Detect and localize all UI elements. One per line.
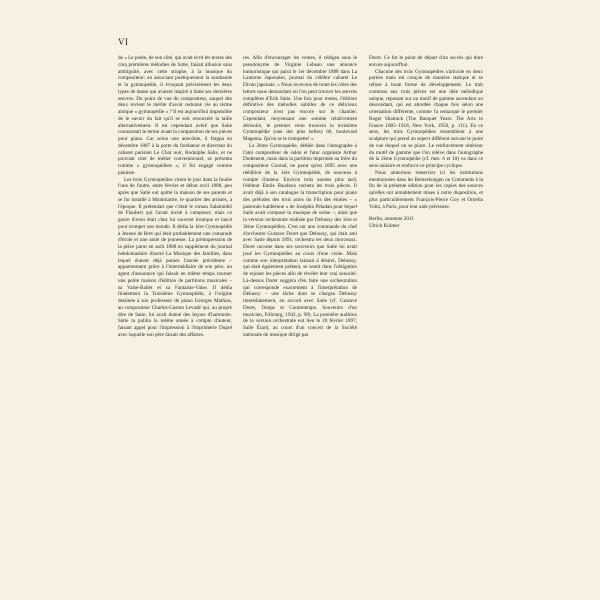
page-number: VI — [118, 37, 129, 47]
paragraph: Chacune des trois Gymnopédies s'articule en deux parties mais est conçue de manière statique et se refuse à toute forme de développement. Le trait commun aux trois pièces est une idée mélodique unique, reposant sur un motif de gamme ascendant ou descendant, qui est abordée chaque fois selon une orientation différente, comme l'a remarqué le premier Roger Shattuck (The Banquet Years: The Arts in France 1885–1918, New York, 1958, p. 111). En ce sens, les trois Gymnopédies ressemblent à une sculpture qui prend un aspect différent suivant le point de vue duquel on se place. Le renforcement ultérieur du motif de gamme que l'on relève dans l'autographe de la 2ème Gymnopédie (cf. mes. 6 et 10) va dans ce sens unitaire et renforce ce principe cyclique. — [369, 68, 483, 169]
paragraph: Les trois Gymnopédies virent le jour dans la foulée l'une de l'autre, entre février et début avril 1888, peu après que Satie eut quitté la maison de ses parents et se fut installé à Montmartre, le quartier des artistes, à l'époque. Il prétendait que c'était le roman Salammbô de Flaubert qui l'avait incité à composer; mais ce genre d'aveu était chez lui souvent ironique et lancé pour tromper son monde. Il dédia la 1ère Gymnopédie à Jeanne de Bret qui était probablement une camarade d'école et une amie de jeunesse. La préimpression de la pièce parut en août 1888 en supplément du journal hebdomadaire illustré La Musique des familles, dans lequel étaient déjà parues l'année précédente – apparemment grâce à l'intermédiaire de son père, un agent d'assurance qui faisait en même temps tourner une petite maison d'édition de partitions musicales – sa Valse-Ballet et sa Fantaisie-Valse. Il dédia finalement la Troisième Gymnopédie, à l'origine destinée à son professeur de piano Georges Mathias, au compositeur Charles-Gaston Levadé qui, au propre dire de Satie, lui avait donné des leçons d'harmonie. Satie la publia la même année à compte d'auteur, faisant appel pour l'impression à l'imprimerie Dupré avec laquelle son père faisait des affaires. — [118, 176, 232, 338]
paragraph: Doret. Ce fut le point de départ d'un succès qui dure encore aujourd'hui. — [369, 55, 483, 68]
text-column-1 — [118, 55, 232, 339]
paragraph: La 2ème Gymnopédie, dédiée dans l'autographe à l'ami compositeur de salon et futur organiste Arthur Dodement, mais dans la partition imprimée au frère du compositeur Conrad, ne parut qu'en 1895 avec une réédition de la 1ère Gymnopédie, de nouveau à compte d'auteur. Environ trois années plus tard, l'éditeur Émile Baudoux racheta les trois pièces. Il avait déjà à son catalogue la transcription pour piano des préludes des trois actes du Fils des étoiles – « pastorale kaldéenne » de Joséphin Péladan pour lequel Satie avait composé la musique de scène –, ainsi que la version orchestrale réalisée par Debussy des 1ère et 3ème Gymnopédies. C'est sur une commande du chef d'orchestre Gustave Doret que Debussy, qui était ami avec Satie depuis 1891, orchestra les deux morceaux. Doret raconte dans ses souvenirs que Satie lui avait joué les Gymnopédies au cours d'une visite. Mais comme son interprétation laissait à désirer, Debussy, qui était également présent, se sentit dans l'obligation de rejouer les pièces afin de révéler leur vrai sonorité. Là-dessus Doret suggéra d'en faire une orchestration qui corresponde exactement à l'interprétation de Debussy – une tâche dont se chargea Debussy immédiatement, en accord avec Satie (cf. Gustave Doret, Temps et Contretemps. Souvenirs d'un musicien, Fribourg, 1942, p. 98). La première audition de la version orchestrale eut lieu le 20 février 1897, Salle Érard, au cours d'un concert de la Société nationale de musique dirigé par — [243, 142, 357, 338]
paragraph: Nous aimerions remercier ici les institutions mentionnées dans les Bemerkungen ou Comments à la fin de la présente édition pour les copies des sources qu'elles ont aimablement mises à notre disposition, et plus particulièrement François-Pierre Goy et Ornella Volta, à Paris, pour leur aide précieuse. — [369, 169, 483, 210]
author-signature: Ulrich Krämer — [369, 223, 400, 229]
text-column-2 — [243, 55, 357, 339]
paragraph: de « Le poète, de son côté, qui avait écrit les textes des cinq premières mélodies de Satie, faisait allusion sans ambiguïté, avec cette strophe, à la musique du compositeur: en associant poétiquement la sarabande et la gymnopédie, il évoquait précisément les deux types de danse qui avaient inspiré à Satie ses dernières œuvres. Du point de vue du compositeur, auquel des deux revient le mérite d'avoir redonné vie au terme antique « gymnopédie » ? Il est aujourd'hui impossible de le savoir du fait qu'il se soit renouvelé la taille alternativement. Il est cependant avéré que Satie connaissait le terme avant la composition de ses pièces pour piano. Car selon une anecdote, il frappa en décembre 1887 à la porte du fondateur et directeur du cabaret parisien Le Chat noir, Rodolphe Salis, et ne pouvant citer de métier conventionnel, se présenta comme « gymnopédiste »; il fut engagé comme pianiste. — [118, 55, 232, 176]
place-date: Berlin, automne 2011 — [369, 216, 414, 223]
paragraph: res. Afin d'encourager les ventes, il rédigea sous le pseudonyme de Virginie Lebeau une annonce humoristique qui parut le 1er décembre 1888 dans La Lanterne Japonaise, journal du célèbre cabaret Le Divan japonais: « Nous recevons de toute les côtes des lettres nous demandant où l'on peut trouver les œuvres complètes d'Erik Satie. Une fois pour toutes, l'édition définitive des mélodies subtiles de ce délicieux compositeur n'est pas encore sur le chantier. Cependant, moyennant une somme relativement dérisoire, le premier venu trouvera la troisième Gymnopédie (une des plus belles) 66, boulevard Magenta. Qu'on se le trompette! » — [243, 55, 357, 142]
text-column-3 — [369, 55, 483, 230]
